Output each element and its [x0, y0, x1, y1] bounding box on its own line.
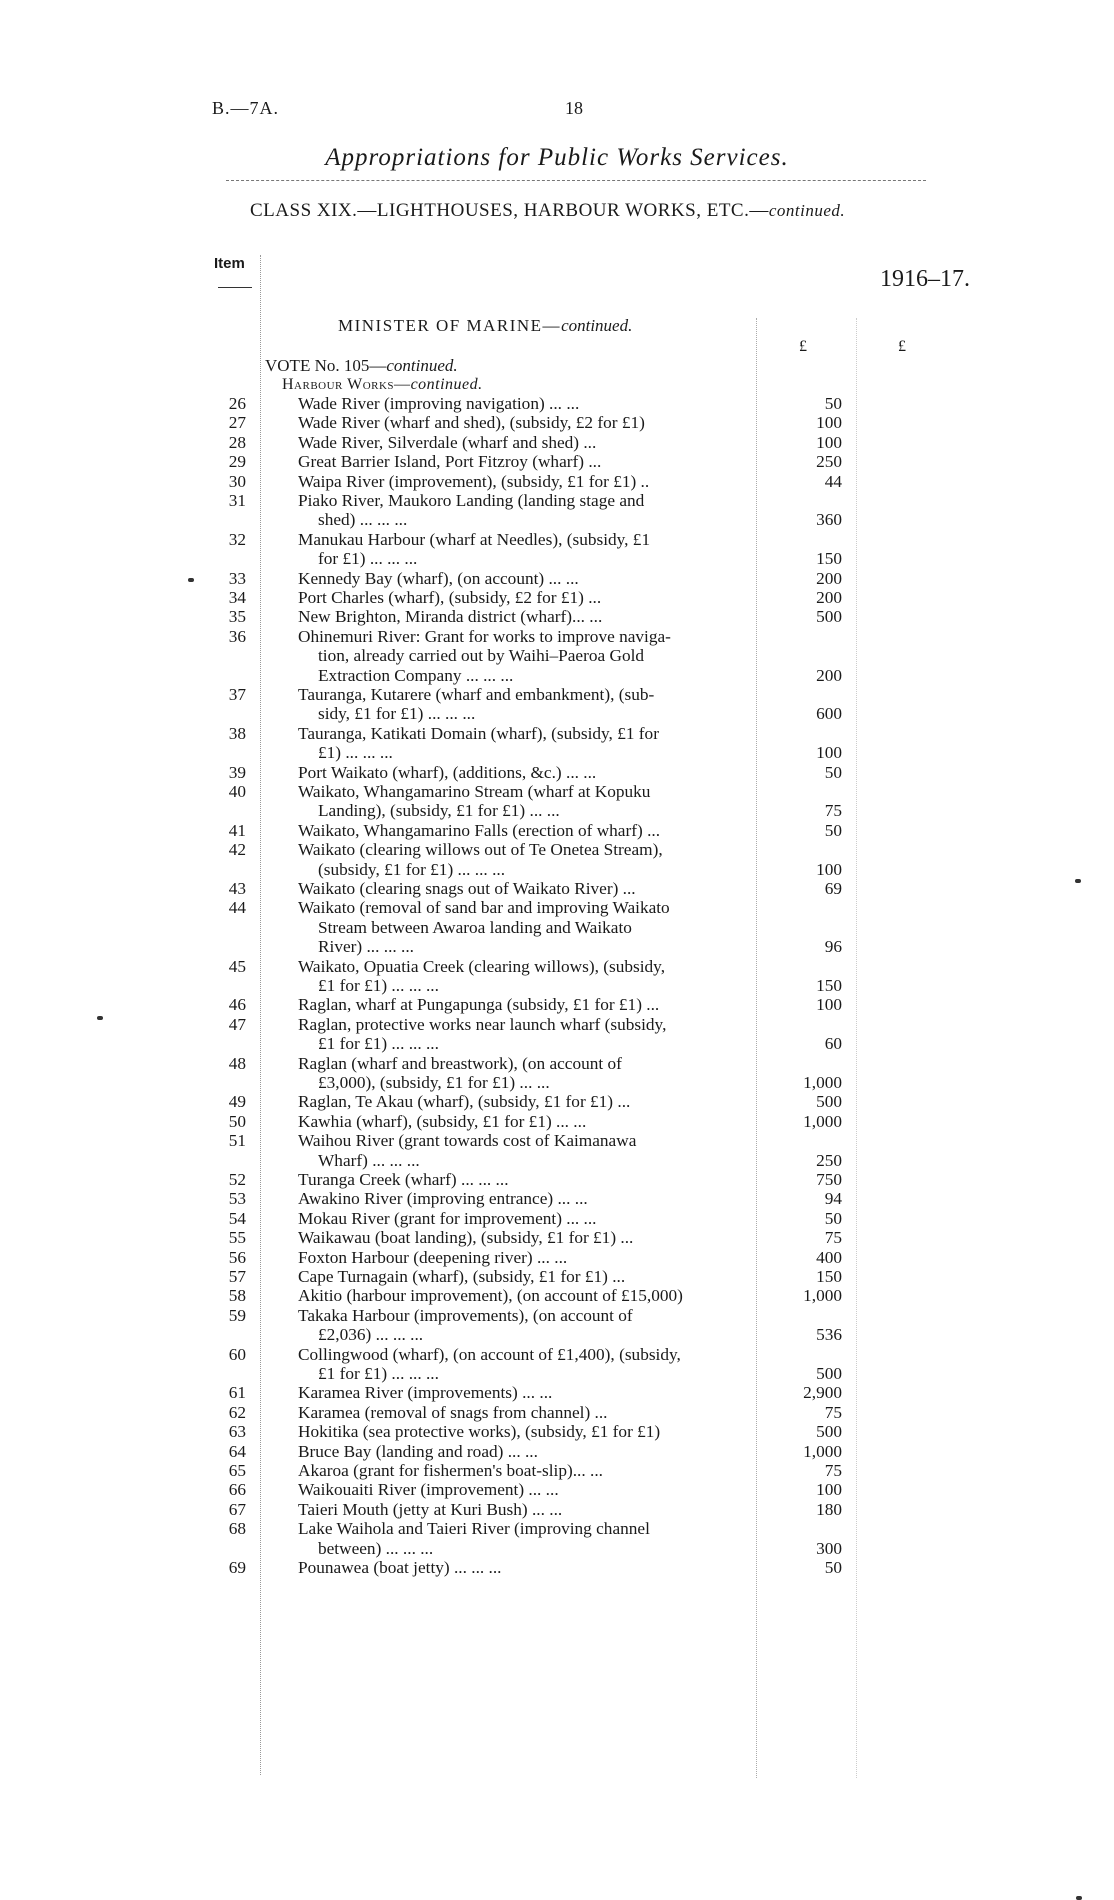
year-column-header: 1916–17.	[880, 266, 970, 292]
item-amount: 536	[816, 1325, 842, 1345]
item-number: 48	[228, 1053, 246, 1073]
item-number: 49	[228, 1092, 246, 1112]
table-row	[0, 413, 1114, 432]
item-description: tion, already carried out by Waihi–Paeroa Gold	[318, 646, 645, 666]
table-row	[0, 1306, 1114, 1325]
item-description: Collingwood (wharf), (on account of £1,400), (subsidy,	[298, 1344, 681, 1364]
item-description: shed) ... ... ...	[318, 510, 408, 530]
item-description: River) ... ... ...	[318, 937, 414, 957]
minister-heading-continued: continued.	[561, 316, 633, 335]
table-row	[0, 1519, 1114, 1538]
item-amount: 600	[816, 704, 842, 724]
pound-sign-column-1: £	[799, 338, 807, 355]
item-amount: 94	[824, 1189, 842, 1209]
table-row	[0, 685, 1114, 704]
item-description: Pounawea (boat jetty) ... ... ...	[298, 1558, 502, 1577]
table-row	[0, 1073, 1114, 1092]
table-row	[0, 1092, 1114, 1111]
item-description: Tauranga, Katikati Domain (wharf), (subsidy, £1 for	[298, 723, 659, 743]
table-row	[0, 607, 1114, 626]
item-number: 65	[228, 1461, 246, 1480]
item-number: 67	[228, 1499, 246, 1519]
item-amount: 100	[816, 413, 842, 433]
item-description: Tauranga, Kutarere (wharf and embankment), (sub-	[298, 685, 655, 704]
item-amount: 75	[824, 801, 842, 821]
item-amount: 75	[824, 1461, 842, 1480]
item-description: Bruce Bay (landing and road) ... ...	[298, 1441, 538, 1461]
item-number: 34	[228, 588, 246, 607]
item-description: Wade River (improving navigation) ... ...	[298, 394, 580, 413]
table-row	[0, 1248, 1114, 1267]
item-amount: 180	[816, 1499, 842, 1519]
item-amount: 100	[816, 1480, 842, 1500]
item-description: Ohinemuri River: Grant for works to improve naviga-	[298, 626, 671, 646]
table-row	[0, 1480, 1114, 1499]
item-amount: 44	[824, 471, 842, 491]
table-row	[0, 1442, 1114, 1461]
item-number: 26	[228, 394, 246, 413]
item-amount: 200	[816, 665, 842, 685]
table-row	[0, 1131, 1114, 1150]
table-row	[0, 472, 1114, 491]
table-row	[0, 782, 1114, 801]
item-number: 45	[228, 956, 246, 976]
item-number: 50	[228, 1111, 246, 1131]
table-row	[0, 530, 1114, 549]
item-amount: 250	[816, 1150, 842, 1170]
item-header-rule	[218, 287, 252, 288]
item-amount: 69	[824, 879, 842, 898]
header-rule	[226, 180, 926, 181]
item-amount: 500	[816, 1422, 842, 1442]
item-amount: 1,000	[803, 1286, 842, 1306]
item-description: Turanga Creek (wharf) ... ... ...	[298, 1170, 509, 1189]
item-description: Great Barrier Island, Port Fitzroy (wharf) ...	[298, 452, 602, 472]
item-number: 30	[228, 471, 246, 491]
item-description: Cape Turnagain (wharf), (subsidy, £1 for £1) ...	[298, 1267, 626, 1286]
table-row	[0, 1422, 1114, 1441]
item-description: £1) ... ... ...	[318, 743, 393, 763]
table-row	[0, 1267, 1114, 1286]
item-amount: 100	[816, 859, 842, 879]
table-row	[0, 1383, 1114, 1402]
table-row	[0, 801, 1114, 820]
item-description: between) ... ... ...	[318, 1538, 434, 1558]
table-row	[0, 1364, 1114, 1383]
table-row	[0, 995, 1114, 1014]
item-amount: 200	[816, 588, 842, 607]
item-number: 64	[228, 1441, 246, 1461]
item-description: Waipa River (improvement), (subsidy, £1 for £1) ..	[298, 471, 650, 491]
item-description: Raglan (wharf and breastwork), (on account of	[298, 1053, 622, 1073]
item-amount: 1,000	[803, 1441, 842, 1461]
item-number: 54	[228, 1208, 246, 1228]
item-amount: 500	[816, 1364, 842, 1383]
item-number: 28	[228, 432, 246, 452]
item-number: 46	[228, 995, 246, 1015]
document-reference: B.—7A.	[212, 98, 280, 118]
item-number: 41	[228, 820, 246, 840]
table-row	[0, 1170, 1114, 1189]
item-amount: 60	[824, 1034, 842, 1054]
item-number: 39	[228, 762, 246, 782]
item-number: 53	[228, 1189, 246, 1209]
class-heading-continued: continued.	[768, 201, 846, 220]
minister-heading-text: MINISTER OF MARINE—	[338, 316, 562, 335]
table-row	[0, 879, 1114, 898]
item-description: Akitio (harbour improvement), (on account of £15,000)	[298, 1286, 683, 1306]
item-description: Landing), (subsidy, £1 for £1) ... ...	[318, 801, 560, 821]
table-row	[0, 976, 1114, 995]
item-number: 27	[228, 413, 246, 433]
table-row	[0, 1151, 1114, 1170]
item-description: Port Charles (wharf), (subsidy, £2 for £1) ...	[298, 588, 602, 607]
item-description: £2,036) ... ... ...	[318, 1325, 424, 1345]
item-description: Waikawau (boat landing), (subsidy, £1 for £1) ...	[298, 1228, 634, 1248]
item-amount: 100	[816, 432, 842, 452]
item-amount: 300	[816, 1538, 842, 1558]
item-description: Karamea River (improvements) ... ...	[298, 1383, 553, 1403]
item-number: 62	[228, 1402, 246, 1422]
item-description: Manukau Harbour (wharf at Needles), (subsidy, £1	[298, 529, 651, 549]
item-number: 37	[228, 685, 246, 704]
table-row	[0, 1054, 1114, 1073]
table-row	[0, 588, 1114, 607]
item-description: Port Waikato (wharf), (additions, &c.) ... ...	[298, 762, 597, 782]
item-amount: 96	[824, 937, 842, 957]
item-number: 33	[228, 568, 246, 588]
item-description: Waikato, Opuatia Creek (clearing willows), (subsidy,	[298, 956, 666, 976]
table-row	[0, 666, 1114, 685]
item-amount: 2,900	[803, 1383, 842, 1403]
table-row	[0, 510, 1114, 529]
table-row	[0, 898, 1114, 917]
item-description: Lake Waihola and Taieri River (improving channel	[298, 1519, 650, 1539]
item-description: Foxton Harbour (deepening river) ... ...	[298, 1247, 568, 1267]
item-amount: 250	[816, 452, 842, 472]
item-amount: 500	[816, 607, 842, 627]
table-row	[0, 821, 1114, 840]
item-amount: 75	[824, 1402, 842, 1422]
item-description: £1 for £1) ... ... ...	[318, 1364, 439, 1383]
vote-heading	[265, 356, 458, 376]
subhead-harbour-works	[282, 376, 483, 394]
table-row	[0, 1500, 1114, 1519]
item-number: 32	[228, 529, 246, 549]
subhead-text: Harbour Works—	[282, 376, 411, 393]
table-row	[0, 763, 1114, 782]
minister-heading	[338, 316, 632, 336]
table-row	[0, 1558, 1114, 1577]
table-row	[0, 860, 1114, 879]
item-amount: 100	[816, 743, 842, 763]
table-row	[0, 1286, 1114, 1305]
item-amount: 50	[824, 762, 842, 782]
item-number: 36	[228, 626, 246, 646]
item-number: 43	[228, 879, 246, 898]
item-description: sidy, £1 for £1) ... ... ...	[318, 704, 476, 724]
item-number: 68	[228, 1519, 246, 1539]
item-number: 60	[228, 1344, 246, 1364]
table-row	[0, 1189, 1114, 1208]
table-row	[0, 646, 1114, 665]
item-description: Extraction Company ... ... ...	[318, 665, 514, 685]
item-description: Kawhia (wharf), (subsidy, £1 for £1) ... ...	[298, 1111, 587, 1131]
table-row	[0, 937, 1114, 956]
page-title: Appropriations for Public Works Services.	[325, 144, 789, 171]
item-description: £1 for £1) ... ... ...	[318, 1034, 439, 1054]
item-description: Takaka Harbour (improvements), (on account of	[298, 1305, 633, 1325]
class-heading	[250, 200, 845, 222]
item-amount: 100	[816, 995, 842, 1015]
item-amount: 50	[824, 820, 842, 840]
item-number: 63	[228, 1422, 246, 1442]
item-number: 29	[228, 452, 246, 472]
table-row	[0, 1228, 1114, 1247]
item-amount: 400	[816, 1247, 842, 1267]
item-description: Mokau River (grant for improvement) ... ...	[298, 1208, 597, 1228]
item-description: Waihou River (grant towards cost of Kaimanawa	[298, 1131, 637, 1151]
class-heading-text: CLASS XIX.—LIGHTHOUSES, HARBOUR WORKS, ETC.—	[250, 200, 769, 221]
table-row	[0, 491, 1114, 510]
item-number: 31	[228, 491, 246, 510]
item-amount: 360	[816, 510, 842, 530]
item-description: Waikato, Whangamarino Falls (erection of wharf) ...	[298, 820, 661, 840]
table-row	[0, 1034, 1114, 1053]
item-description: Waikato, Whangamarino Stream (wharf at Kopuku	[298, 782, 651, 801]
subhead-continued: continued.	[410, 376, 483, 393]
item-number: 47	[228, 1014, 246, 1034]
item-amount: 50	[824, 394, 842, 413]
item-number: 52	[228, 1170, 246, 1189]
item-number: 59	[228, 1305, 246, 1325]
item-amount: 150	[816, 1267, 842, 1286]
table-row	[0, 452, 1114, 471]
item-number: 44	[228, 898, 246, 918]
item-description: New Brighton, Miranda district (wharf)... ...	[298, 607, 603, 627]
page-number: 18	[565, 98, 583, 118]
table-row	[0, 549, 1114, 568]
scan-speck	[1076, 1896, 1082, 1900]
table-row	[0, 1112, 1114, 1131]
item-number: 58	[228, 1286, 246, 1306]
item-number: 57	[228, 1267, 246, 1286]
item-amount: 200	[816, 568, 842, 588]
item-description: Awakino River (improving entrance) ... ...	[298, 1189, 588, 1209]
item-amount: 500	[816, 1092, 842, 1112]
item-number: 56	[228, 1247, 246, 1267]
item-description: Waikato (clearing willows out of Te Onetea Stream),	[298, 840, 663, 860]
item-description: Akaroa (grant for fishermen's boat-slip)... ...	[298, 1461, 603, 1480]
item-description: Raglan, wharf at Pungapunga (subsidy, £1 for £1) ...	[298, 995, 660, 1015]
item-amount: 1,000	[803, 1111, 842, 1131]
table-row	[0, 1461, 1114, 1480]
table-row	[0, 627, 1114, 646]
table-row	[0, 569, 1114, 588]
item-description: for £1) ... ... ...	[318, 549, 418, 569]
item-amount: 750	[816, 1170, 842, 1189]
table-row	[0, 1325, 1114, 1344]
pound-sign-column-2: £	[898, 338, 906, 355]
vote-heading-continued: continued.	[386, 356, 458, 375]
table-row	[0, 1539, 1114, 1558]
item-number: 69	[228, 1558, 246, 1577]
item-description: Waikato (clearing snags out of Waikato River) ...	[298, 879, 636, 898]
item-description: £1 for £1) ... ... ...	[318, 976, 439, 995]
item-column-header: Item	[214, 255, 245, 272]
table-row	[0, 394, 1114, 413]
item-description: Wharf) ... ... ...	[318, 1150, 420, 1170]
item-description: Raglan, protective works near launch wharf (subsidy,	[298, 1014, 667, 1034]
item-number: 51	[228, 1131, 246, 1151]
item-number: 35	[228, 607, 246, 627]
scan-speck	[188, 578, 194, 582]
item-description: Kennedy Bay (wharf), (on account) ... ...	[298, 568, 579, 588]
scan-speck	[1075, 879, 1081, 883]
item-number: 40	[228, 782, 246, 801]
item-number: 61	[228, 1383, 246, 1403]
item-description: Stream between Awaroa landing and Waikato	[318, 917, 632, 937]
table-row	[0, 1345, 1114, 1364]
table-row	[0, 1209, 1114, 1228]
item-amount: 150	[816, 549, 842, 569]
table-row	[0, 724, 1114, 743]
item-description: Hokitika (sea protective works), (subsidy, £1 for £1)	[298, 1422, 661, 1442]
table-row	[0, 1403, 1114, 1422]
item-amount: 50	[824, 1558, 842, 1577]
item-amount: 150	[816, 976, 842, 995]
item-amount: 50	[824, 1208, 842, 1228]
table-row	[0, 840, 1114, 859]
item-description: Waikato (removal of sand bar and improving Waikato	[298, 898, 670, 918]
table-row	[0, 743, 1114, 762]
item-description: Taieri Mouth (jetty at Kuri Bush) ... ...	[298, 1499, 563, 1519]
table-row	[0, 704, 1114, 723]
scan-speck	[97, 1016, 103, 1020]
item-description: Wade River (wharf and shed), (subsidy, £2 for £1)	[298, 413, 645, 433]
item-description: Waikouaiti River (improvement) ... ...	[298, 1480, 559, 1500]
item-description: Karamea (removal of snags from channel) ...	[298, 1402, 608, 1422]
item-description: £3,000), (subsidy, £1 for £1) ... ...	[318, 1073, 550, 1092]
vote-heading-text: VOTE No. 105—	[265, 356, 387, 375]
item-description: (subsidy, £1 for £1) ... ... ...	[318, 859, 506, 879]
item-description: Raglan, Te Akau (wharf), (subsidy, £1 for £1) ...	[298, 1092, 631, 1112]
table-row	[0, 957, 1114, 976]
item-number: 66	[228, 1480, 246, 1500]
item-number: 38	[228, 723, 246, 743]
item-description: Wade River, Silverdale (wharf and shed) ...	[298, 432, 597, 452]
item-number: 55	[228, 1228, 246, 1248]
item-number: 42	[228, 840, 246, 860]
item-amount: 75	[824, 1228, 842, 1248]
table-row	[0, 918, 1114, 937]
item-amount: 1,000	[803, 1073, 842, 1092]
table-row	[0, 1015, 1114, 1034]
item-description: Piako River, Maukoro Landing (landing stage and	[298, 491, 645, 510]
table-row	[0, 433, 1114, 452]
